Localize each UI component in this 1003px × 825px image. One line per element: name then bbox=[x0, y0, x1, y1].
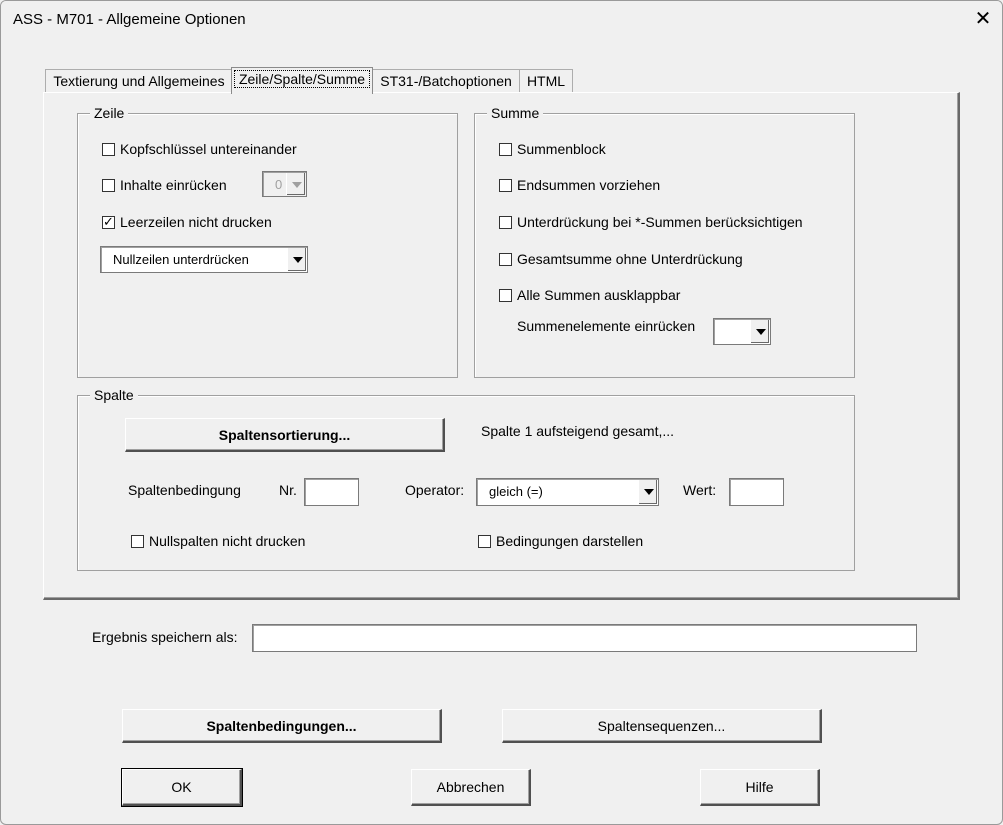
tab-html[interactable]: HTML bbox=[519, 69, 573, 92]
bedingungen-darstellen-label: Bedingungen darstellen bbox=[496, 533, 644, 549]
tab-st31-batchoptionen[interactable]: ST31-/Batchoptionen bbox=[371, 69, 521, 92]
inhalte-einruecken-checkbox[interactable] bbox=[102, 179, 115, 192]
tab-panel bbox=[43, 92, 960, 600]
sortierung-summary: Spalte 1 aufsteigend gesamt,... bbox=[481, 423, 675, 439]
spaltensequenzen-button[interactable]: Spaltensequenzen... bbox=[502, 709, 822, 743]
spalte-group bbox=[77, 387, 855, 571]
summenblock-label: Summenblock bbox=[517, 141, 606, 157]
tab-textierung[interactable]: Textierung und Allgemeines bbox=[45, 69, 233, 92]
ok-button[interactable]: OK bbox=[122, 769, 242, 806]
spalte-legend: Spalte bbox=[90, 387, 138, 403]
spaltensortierung-button[interactable]: Spaltensortierung... bbox=[125, 418, 445, 452]
chevron-down-icon[interactable] bbox=[287, 248, 306, 271]
bedingungen-darstellen-checkbox[interactable] bbox=[478, 535, 491, 548]
abbrechen-button[interactable]: Abbrechen bbox=[411, 769, 531, 806]
chevron-down-icon[interactable] bbox=[638, 480, 657, 504]
zeile-group bbox=[77, 105, 458, 378]
window-title: ASS - M701 - Allgemeine Optionen bbox=[13, 11, 246, 28]
summenelemente-label: Summenelemente einrücken bbox=[517, 318, 696, 334]
leerzeilen-checkbox[interactable] bbox=[102, 216, 115, 229]
nr-input[interactable] bbox=[304, 478, 359, 506]
gesamtsumme-label: Gesamtsumme ohne Unterdrückung bbox=[517, 251, 743, 267]
chevron-down-icon[interactable] bbox=[286, 173, 305, 195]
kopfschluessel-checkbox[interactable] bbox=[102, 143, 115, 156]
endsummen-checkbox[interactable] bbox=[499, 179, 512, 192]
nullspalten-label: Nullspalten nicht drucken bbox=[149, 533, 306, 549]
close-icon[interactable]: ✕ bbox=[974, 8, 992, 30]
alle-summen-label: Alle Summen ausklappbar bbox=[517, 287, 681, 303]
nullspalten-checkbox[interactable] bbox=[131, 535, 144, 548]
wert-input[interactable] bbox=[729, 478, 784, 506]
nr-label: Nr. bbox=[279, 482, 297, 498]
spaltenbedingung-label: Spaltenbedingung bbox=[128, 482, 241, 498]
spaltenbedingungen-button[interactable]: Spaltenbedingungen... bbox=[122, 709, 442, 743]
chevron-down-icon[interactable] bbox=[750, 320, 769, 343]
operator-select[interactable]: gleich (=) bbox=[476, 478, 659, 506]
nullzeilen-select[interactable]: Nullzeilen unterdrücken bbox=[100, 246, 308, 273]
gesamtsumme-checkbox[interactable] bbox=[499, 253, 512, 266]
zeile-legend: Zeile bbox=[90, 105, 128, 121]
summe-group bbox=[474, 105, 855, 378]
title-bar bbox=[1, 1, 1002, 39]
operator-label: Operator: bbox=[405, 482, 465, 498]
alle-summen-checkbox[interactable] bbox=[499, 289, 512, 302]
endsummen-label: Endsummen vorziehen bbox=[517, 177, 661, 193]
kopfschluessel-label: Kopfschlüssel untereinander bbox=[120, 141, 297, 157]
leerzeilen-label: Leerzeilen nicht drucken bbox=[120, 214, 272, 230]
ergebnis-label: Ergebnis speichern als: bbox=[92, 629, 238, 645]
hilfe-button[interactable]: Hilfe bbox=[700, 769, 820, 806]
unterdrueckung-label: Unterdrückung bei *-Summen berücksichtigen bbox=[517, 214, 803, 230]
inhalte-einruecken-label: Inhalte einrücken bbox=[120, 177, 227, 193]
summenblock-checkbox[interactable] bbox=[499, 143, 512, 156]
inhalte-einruecken-select[interactable]: 0 bbox=[262, 171, 307, 197]
summe-legend: Summe bbox=[487, 105, 543, 121]
wert-label: Wert: bbox=[683, 482, 717, 498]
ergebnis-input[interactable] bbox=[252, 624, 917, 652]
summenelemente-select[interactable] bbox=[713, 318, 771, 345]
unterdrueckung-checkbox[interactable] bbox=[499, 216, 512, 229]
tab-zeile-spalte-summe[interactable]: Zeile/Spalte/Summe bbox=[231, 67, 373, 94]
